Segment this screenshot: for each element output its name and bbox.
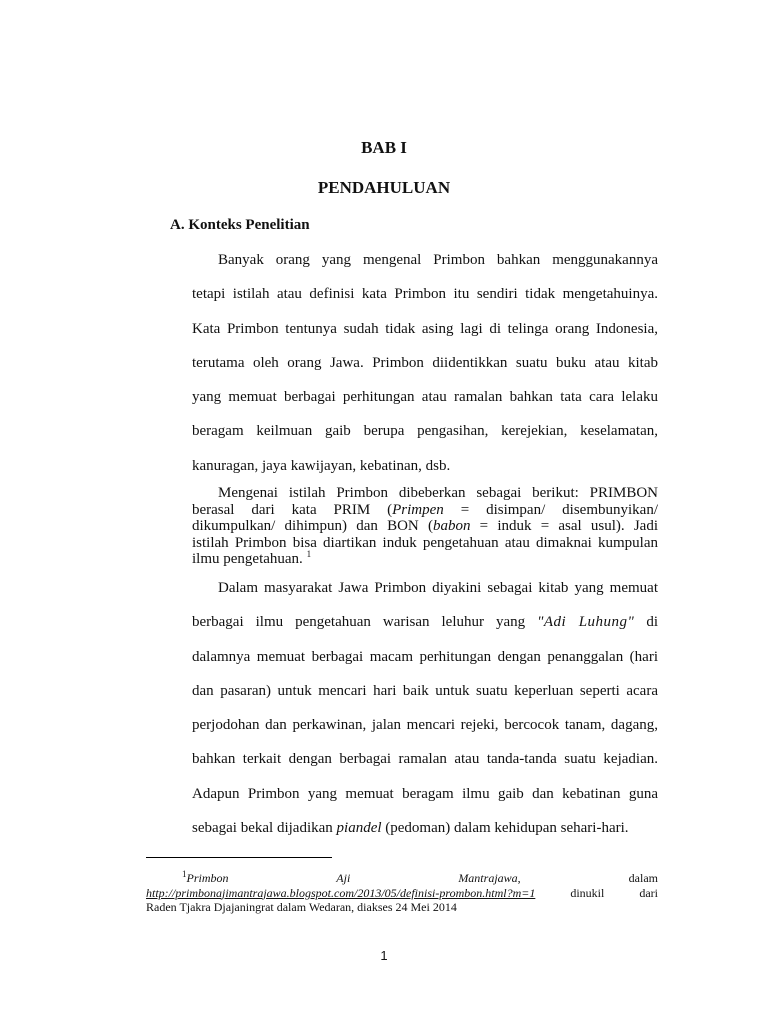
text-line: Kata Primbon tentunya sudah tidak asing lagi di telinga orang Indonesia,: [192, 320, 658, 337]
text-line: Dalam masyarakat Jawa Primbon diyakini sebagai kitab yang memuat: [218, 580, 658, 596]
text-line: berbagai ilmu pengetahuan warisan leluhur yang "Adi Luhung" di: [192, 614, 658, 631]
text-line: beragam keilmuan gaib berupa pengasihan, kerejekian, keselamatan,: [192, 423, 658, 440]
text-line: Mengenai istilah Primbon dibeberkan sebagai berikut: PRIMBON: [218, 485, 658, 501]
chapter-number: BAB I: [361, 138, 407, 157]
footnote-link[interactable]: http://primbonajimantrajawa.blogspot.com/2013/05/definisi-prombon.html?m=1: [146, 885, 536, 900]
text-line: perjodohan dan perkawinan, jalan mencari rejeki, bercocok tanam, dagang,: [192, 717, 658, 734]
text-line: sebagai bekal dijadikan piandel (pedoman) dalam kehidupan sehari-hari.: [192, 820, 629, 837]
text-line: ilmu pengetahuan. $^1$: [192, 549, 312, 567]
footnote: [146, 871, 658, 915]
footnote-reference[interactable]: 1: [306, 549, 312, 559]
paragraph-1: [192, 243, 658, 483]
text-line: Banyak orang yang mengenal Primbon bahkan menggunakannya: [218, 252, 658, 268]
text-line: bahkan terkait dengan berbagai ramalan atau tanda-tanda suatu kejadian.: [192, 751, 658, 768]
text-line: dan pasaran) untuk mencari hari baik untuk suatu keperluan seperti acara: [192, 682, 658, 699]
text-line: terutama oleh orang Jawa. Primbon diidentikkan suatu buku atau kitab: [192, 354, 658, 371]
chapter-title: PENDAHULUAN: [317, 178, 451, 197]
text-line: dalamnya memuat berbagai macam perhitungan dengan penanggalan (hari: [192, 648, 658, 665]
text-line: yang memuat berbagai perhitungan atau ramalan bahkan tata cara lelaku: [192, 389, 658, 406]
text-line: dikumpulkan/ dihimpun) dan BON (babon = induk = asal usul). Jadi: [192, 518, 658, 534]
text-line: tetapi istilah atau definisi kata Primbon itu sendiri tidak mengetahuinya.: [192, 286, 658, 303]
text-line: berasal dari kata PRIM (Primpen = disimpan/ disembunyikan/: [192, 501, 658, 518]
footnote-divider: [146, 857, 332, 858]
text-line: istilah Primbon bisa diartikan induk pengetahuan atau dimaknai kumpulan: [192, 534, 658, 551]
page-number: 1: [380, 948, 388, 963]
paragraph-2: [192, 571, 658, 845]
text-line: Adapun Primbon yang memuat beragam ilmu gaib dan kebatinan guna: [192, 785, 658, 802]
text-line: kanuragan, jaya kawijayan, kebatinan, dsb.: [192, 457, 451, 474]
footnote-line: $^1$Primbon Aji Mantrajawa, dalam: [182, 869, 658, 885]
section-heading: A. Konteks Penelitian: [170, 217, 310, 233]
footnote-line: http://primbonajimantrajawa.blogspot.com/2013/05/definisi-prombon.html?m=1 dinukil dari: [146, 885, 658, 900]
footnote-line: Raden Tjakra Djajaningrat dalam Wedaran, diakses 24 Mei 2014: [146, 900, 457, 914]
quote-block: [192, 485, 658, 568]
